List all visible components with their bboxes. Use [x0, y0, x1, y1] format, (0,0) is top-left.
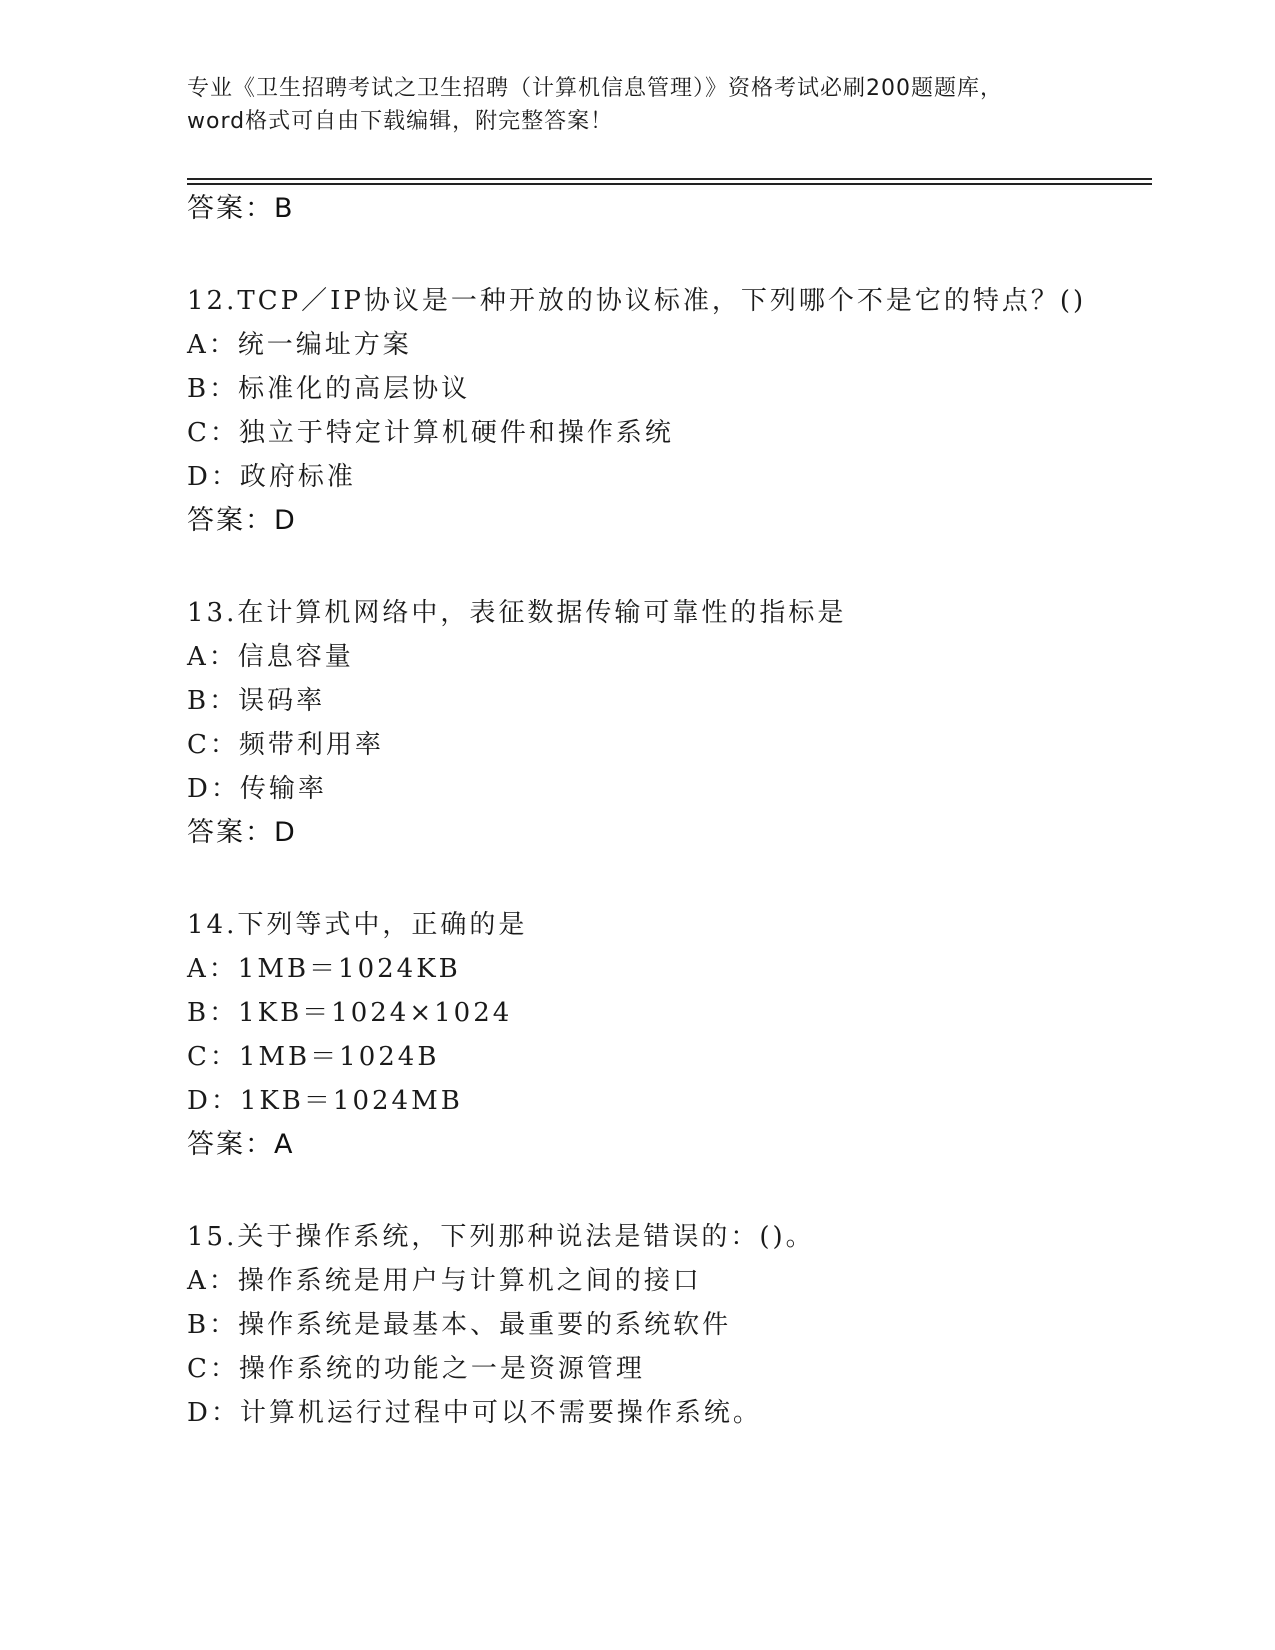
question-14-answer: 答案：A: [187, 1129, 295, 1160]
question-14-option-a: A：1MB＝1024KB: [187, 954, 461, 984]
question-12-option-b: B：标准化的高层协议: [187, 374, 471, 404]
header-divider-bottom: [187, 183, 1152, 185]
question-15-option-d: D：计算机运行过程中可以不需要操作系统。: [187, 1398, 762, 1428]
question-14-stem: 14.下列等式中，正确的是: [187, 910, 528, 940]
previous-answer: 答案：B: [187, 193, 295, 224]
question-13-option-c: C：频带利用率: [187, 730, 384, 760]
question-13-option-a: A：信息容量: [187, 642, 354, 672]
question-12-answer: 答案：D: [187, 505, 297, 536]
document-header: [187, 72, 1087, 138]
header-divider-top: [187, 178, 1152, 180]
question-12-stem: 12.TCP／IP协议是一种开放的协议标准，下列哪个不是它的特点？(): [187, 286, 1087, 316]
question-14-option-b: B：1KB＝1024×1024: [187, 998, 513, 1028]
question-12-option-a: A：统一编址方案: [187, 330, 412, 360]
question-14-option-c: C：1MB＝1024B: [187, 1042, 440, 1072]
header-line-1: 专业《卫生招聘考试之卫生招聘（计算机信息管理）》资格考试必刷200题题库，: [187, 76, 1003, 101]
question-12-option-c: C：独立于特定计算机硬件和操作系统: [187, 418, 674, 448]
question-15-option-c: C：操作系统的功能之一是资源管理: [187, 1354, 645, 1384]
question-15-option-b: B：操作系统是最基本、最重要的系统软件: [187, 1310, 732, 1340]
question-15-option-a: A：操作系统是用户与计算机之间的接口: [187, 1266, 702, 1296]
question-13-option-b: B：误码率: [187, 686, 326, 716]
header-line-2: word格式可自由下载编辑，附完整答案！: [187, 109, 614, 134]
question-14-option-d: D：1KB＝1024MB: [187, 1086, 463, 1116]
question-15-stem: 15.关于操作系统，下列那种说法是错误的：()。: [187, 1222, 815, 1252]
question-13-answer: 答案：D: [187, 817, 297, 848]
question-13-stem: 13.在计算机网络中，表征数据传输可靠性的指标是: [187, 598, 847, 628]
question-13-option-d: D：传输率: [187, 774, 327, 804]
question-12-option-d: D：政府标准: [187, 462, 356, 492]
